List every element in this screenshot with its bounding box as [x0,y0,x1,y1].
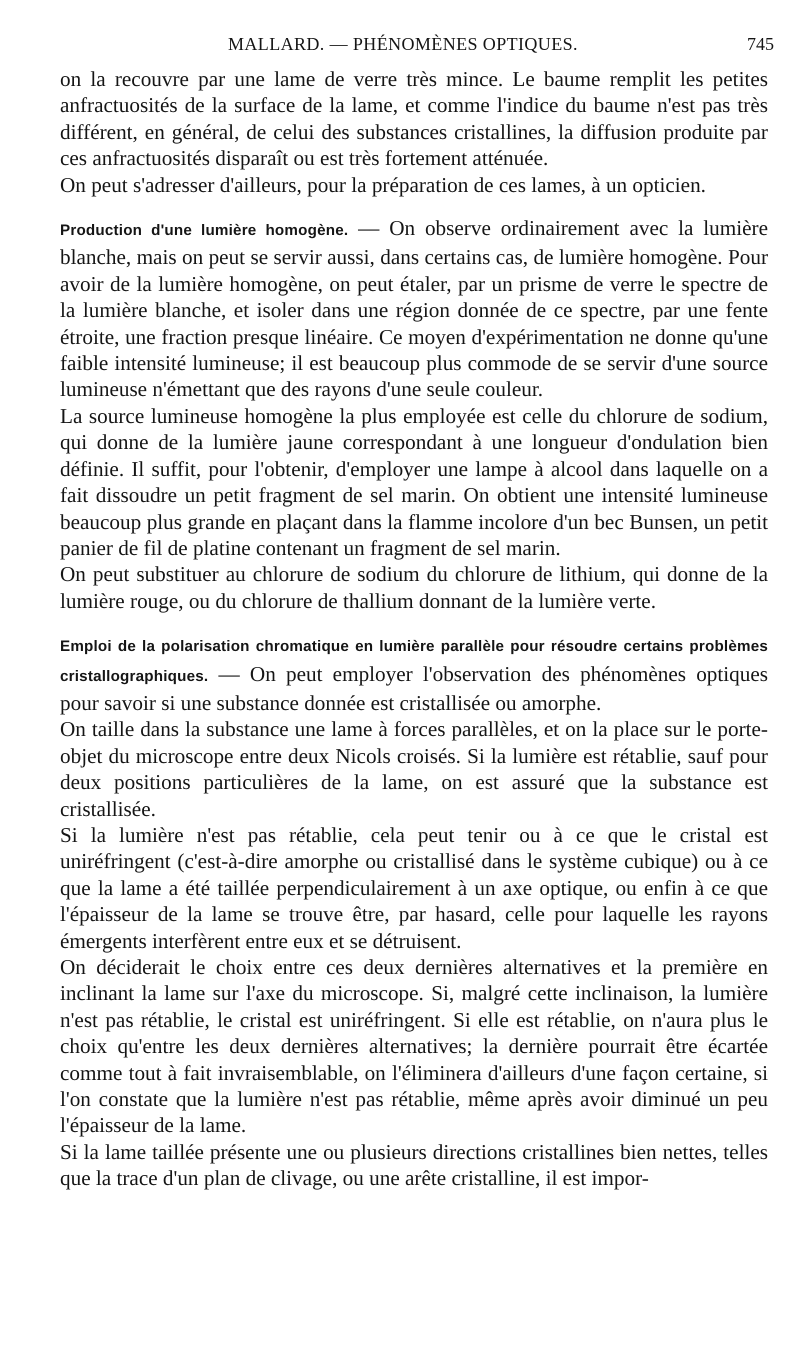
page-body [60,66,768,1192]
paragraph-choix-alternatives [60,954,768,1139]
paragraph-text: On peut substituer au chlorure de sodium du chlorure de lithium, qui donne de la lumière rouge, ou du chlorure de thallium donnant de la lumière verte. [60,562,768,613]
page-number: 745 [747,34,774,54]
running-title: MALLARD. — PHÉNOMÈNES OPTIQUES. [228,34,578,54]
paragraph-opticien [60,172,768,198]
paragraph-lumiere-non-retablie [60,822,768,954]
paragraph-text: on la recouvre par une lame de verre très mince. Le baume remplit les petites anfractuosités de la surface de la lame, et comme l'indice du baume n'est pas très différent, en général, de celui des substances cristallines, la diffusion produite par ces anfractuosités disparaît ou est très fortement atténuée. [60,67,768,171]
paragraph-text: On déciderait le choix entre ces deux dernières alternatives et la première en inclinant la lame sur l'axe du microscope. Si, malgré cette inclinaison, la lumière n'est pas rétablie, le cristal est uniréfringent. Si elle est rétablie, on n'aura plus le choix qu'entre les deux dernières alternatives; la dernière pourrait être écartée comme tout à fait invraisemblable, on l'éliminera d'ailleurs d'une façon certaine, si l'on constate que la lumière n'est pas rétablie, même après avoir diminué un peu l'épaisseur de la lame. [60,955,768,1138]
paragraph-text: On peut s'adresser d'ailleurs, pour la préparation de ces lames, à un opticien. [60,172,706,197]
paragraph-baume [60,66,768,172]
paragraph-text: On taille dans la substance une lame à forces parallèles, et on la place sur le porte-objet du microscope entre deux Nicols croisés. Si la lumière est rétablie, sauf pour deux positions particulières de la lame, on est assuré que la substance est cristallisée. [60,717,768,821]
section-heading-production: Production d'une lumière homogène. [60,222,349,240]
paragraph-text: La source lumineuse homogène la plus employée est celle du chlorure de sodium, qui donne de la lumière jaune correspondant à une longueur d'ondulation bien définie. Il suffit, pour l'obtenir, d'employer une lampe à alcool dans laquelle on a fait dissoudre un petit fragment de sel marin. On obtient une intensité lumineuse beaucoup plus grande en plaçant dans la flamme incolore d'un bec Bunsen, un petit panier de fil de platine contenant un fragment de sel marin. [60,403,768,560]
paragraph-text: — On observe ordinairement avec la lumière blanche, mais on peut se servir aussi, dans certains cas, de lumière homogène. Pour avoir de la lumière homogène, on peut étaler, par un prisme de verre le spectre de la lumière blanche, et isoler dans une région donnée de ce spectre, par une fente étroite, une fraction presque linéaire. Ce moyen d'expérimentation ne donne qu'une faible intensité lumineuse; il est beaucoup plus commode de se servir d'une source lumineuse n'émettant que des rayons d'une seule couleur. [60,216,768,402]
section-heading-polarisation: Emploi de la polarisation chromatique en lumière parallèle pour résoudre certains problèmes cristallographiques. [60,638,768,685]
section-production-lumiere [60,215,768,403]
paragraph-taille-lame [60,716,768,822]
paragraph-text: Si la lumière n'est pas rétablie, cela peut tenir ou à ce que le cristal est uniréfringent (c'est-à-dire amorphe ou cristallisé dans le système cubique) ou à ce que la lame a été taillée perpendiculairement à un axe optique, ou enfin à ce que l'épaisseur de la lame se trouve être, par hasard, celle pour laquelle les rayons émergents interfèrent entre eux et se détruisent. [60,822,768,953]
running-header [60,30,774,60]
paragraph-directions-cristallines [60,1139,768,1192]
section-polarisation [60,631,768,716]
paragraph-lithium [60,561,768,614]
paragraph-text: Si la lame taillée présente une ou plusieurs directions cristallines bien nettes, telles que la trace d'un plan de clivage, ou une arête cristalline, il est impor- [60,1139,768,1191]
paragraph-text: — On peut employer l'observation des phénomènes optiques pour savoir si une substance donnée est cristallisée ou amorphe. [60,661,768,715]
paragraph-sodium [60,403,768,561]
